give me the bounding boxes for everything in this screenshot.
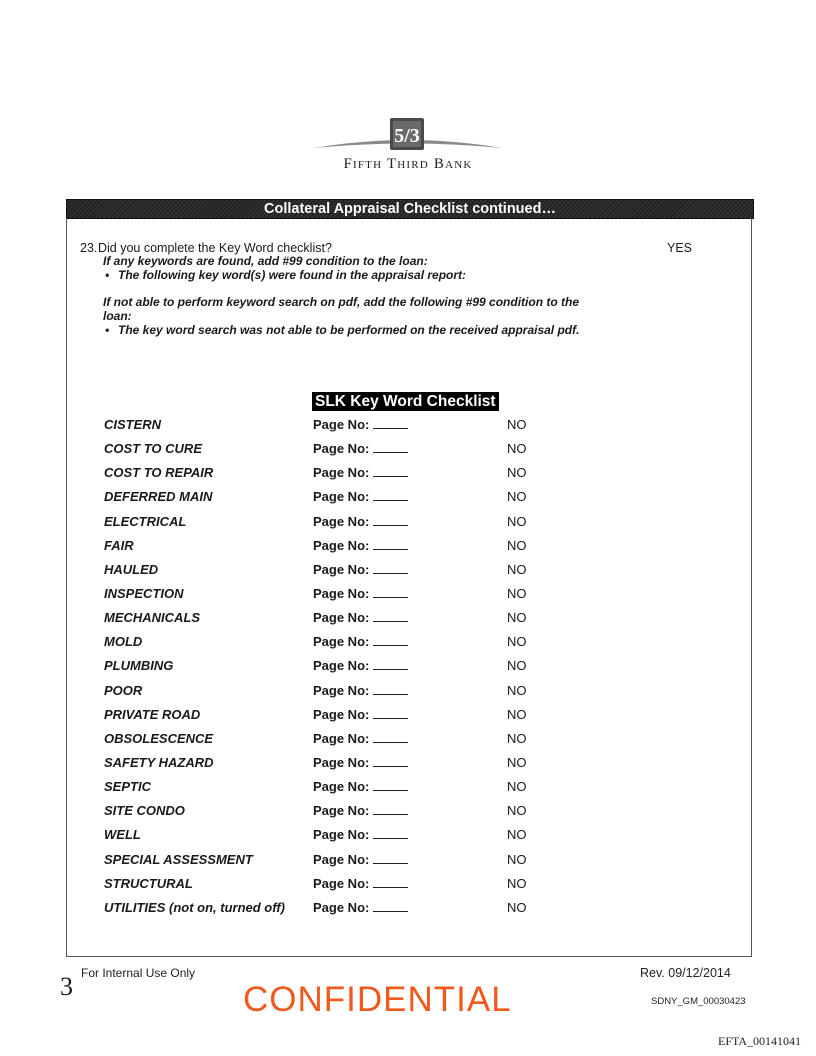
- page-blank-line: [373, 658, 408, 670]
- keyword-label: HAULED: [104, 561, 159, 577]
- page-number-field: [313, 489, 408, 505]
- page-label: Page No:: [313, 465, 370, 481]
- page-number-field: [313, 827, 408, 843]
- keyword-search-fail-condition: The key word search was not able to be performed on the received appraisal pdf.: [118, 323, 580, 337]
- page-number: 3: [60, 972, 73, 1001]
- checklist-row: [0, 465, 816, 489]
- page-blank-line: [373, 803, 408, 815]
- checklist-row: [0, 779, 816, 803]
- internal-use-label: For Internal Use Only: [81, 966, 196, 980]
- keyword-label: SAFETY HAZARD: [104, 754, 214, 770]
- page-blank-line: [373, 755, 408, 767]
- page-blank-line: [373, 465, 408, 477]
- page-label: Page No:: [313, 610, 370, 626]
- page-blank-line: [373, 779, 408, 791]
- checklist-row: [0, 634, 816, 658]
- confidential-stamp: CONFIDENTIAL: [243, 980, 512, 1019]
- frame-bottom-line: [66, 956, 752, 957]
- checklist-row: [0, 514, 816, 538]
- keyword-found-condition: The following key word(s) were found in the appraisal report:: [118, 268, 467, 282]
- keyword-answer: NO: [507, 465, 527, 481]
- keyword-answer: NO: [507, 537, 527, 553]
- keyword-answer: NO: [507, 682, 527, 698]
- page-blank-line: [373, 489, 408, 501]
- page-number-field: [313, 779, 408, 795]
- page-blank-line: [373, 514, 408, 526]
- page-number-field: [313, 876, 408, 892]
- keyword-label: POOR: [104, 682, 143, 698]
- page-number-field: [313, 707, 408, 723]
- page-number-field: [313, 852, 408, 868]
- checklist-row: [0, 586, 816, 610]
- bullet-icon: •: [105, 268, 110, 282]
- keyword-answer: NO: [507, 779, 527, 795]
- keyword-answer: NO: [507, 827, 527, 843]
- keyword-checklist-table: [0, 417, 816, 924]
- page-blank-line: [373, 610, 408, 622]
- keyword-answer: NO: [507, 634, 527, 650]
- keyword-label: PLUMBING: [104, 658, 174, 674]
- checklist-row: [0, 683, 816, 707]
- checklist-row: [0, 658, 816, 682]
- keyword-label: MECHANICALS: [104, 610, 201, 626]
- checklist-row: [0, 876, 816, 900]
- page-label: Page No:: [313, 827, 370, 843]
- keyword-label: ELECTRICAL: [104, 513, 187, 529]
- page-number-field: [313, 586, 408, 602]
- keyword-answer: NO: [507, 851, 527, 867]
- keyword-label: COST TO CURE: [104, 441, 202, 457]
- keyword-label: PRIVATE ROAD: [104, 706, 201, 722]
- keyword-answer: NO: [507, 658, 527, 674]
- checklist-row: [0, 731, 816, 755]
- page-blank-line: [373, 562, 408, 574]
- keyword-answer: NO: [507, 585, 527, 601]
- page-blank-line: [373, 683, 408, 695]
- page-label: Page No:: [313, 537, 370, 553]
- page-number-field: [313, 658, 408, 674]
- page-number-field: [313, 465, 408, 481]
- page-label: Page No:: [313, 682, 370, 698]
- page-blank-line: [373, 417, 408, 429]
- page-label: Page No:: [313, 851, 370, 867]
- page-blank-line: [373, 634, 408, 646]
- page-number-field: [313, 610, 408, 626]
- checklist-row: [0, 417, 816, 441]
- checklist-row: [0, 755, 816, 779]
- keyword-label: SEPTIC: [104, 779, 151, 795]
- keyword-label: CISTERN: [104, 417, 162, 432]
- keyword-found-instruction: If any keywords are found, add #99 condition to the loan:: [103, 254, 428, 268]
- page-number-field: [313, 538, 408, 554]
- page-blank-line: [373, 707, 408, 719]
- page-number-field: [313, 417, 408, 433]
- section-title: Collateral Appraisal Checklist continued…: [264, 201, 556, 217]
- checklist-row: [0, 562, 816, 586]
- checklist-row: [0, 803, 816, 827]
- page-blank-line: [373, 852, 408, 864]
- question-text: Did you complete the Key Word checklist?: [98, 241, 332, 255]
- page-blank-line: [373, 731, 408, 743]
- keyword-answer: NO: [507, 899, 527, 915]
- page-label: Page No:: [313, 634, 370, 650]
- keyword-label: WELL: [104, 827, 141, 843]
- section-header-bar: [66, 199, 754, 219]
- keyword-answer: NO: [507, 730, 527, 746]
- keyword-label: OBSOLESCENCE: [104, 730, 214, 746]
- page-label: Page No:: [313, 779, 370, 795]
- page-label: Page No:: [313, 875, 370, 891]
- keyword-label: SITE CONDO: [104, 803, 185, 819]
- page-label: Page No:: [313, 441, 370, 457]
- svg-text:5/3: 5/3: [394, 125, 420, 147]
- document-id: SDNY_GM_00030423: [651, 996, 746, 1007]
- page-number-field: [313, 755, 408, 771]
- page-blank-line: [373, 586, 408, 598]
- checklist-row: [0, 610, 816, 634]
- page-blank-line: [373, 876, 408, 888]
- keyword-answer: NO: [507, 561, 527, 577]
- keyword-answer: NO: [507, 610, 527, 626]
- revision-date: Rev. 09/12/2014: [640, 966, 731, 980]
- keyword-label: UTILITIES (not on, turned off): [104, 899, 286, 915]
- bank-logo: [308, 112, 508, 178]
- page-number-field: [313, 803, 408, 819]
- keyword-answer: NO: [507, 754, 527, 770]
- efta-id: EFTA_00141041: [718, 1034, 802, 1048]
- keyword-label: DEFERRED MAIN: [104, 489, 213, 505]
- page-label: Page No:: [313, 585, 370, 601]
- checklist-row: [0, 827, 816, 851]
- keyword-label: SPECIAL ASSESSMENT: [104, 851, 253, 867]
- bullet-icon: •: [105, 323, 110, 337]
- page-label: Page No:: [313, 417, 370, 432]
- keyword-label: STRUCTURAL: [104, 875, 193, 891]
- checklist-row: [0, 707, 816, 731]
- page-label: Page No:: [313, 899, 370, 915]
- checklist-row: [0, 852, 816, 876]
- keyword-answer: NO: [507, 706, 527, 722]
- page-label: Page No:: [313, 706, 370, 722]
- keyword-label: INSPECTION: [104, 585, 184, 601]
- keyword-answer: NO: [507, 489, 527, 505]
- page-label: Page No:: [313, 658, 370, 674]
- page-label: Page No:: [313, 513, 370, 529]
- keyword-answer: NO: [507, 513, 527, 529]
- checklist-row: [0, 489, 816, 513]
- logo-text: Fifth Third Bank: [343, 156, 473, 172]
- page-label: Page No:: [313, 489, 370, 505]
- page-number-field: [313, 634, 408, 650]
- page-number-field: [313, 683, 408, 699]
- keyword-label: FAIR: [104, 537, 134, 553]
- page-label: Page No:: [313, 730, 370, 746]
- page-number-field: [313, 562, 408, 578]
- keyword-label: MOLD: [104, 634, 143, 650]
- keyword-search-fail-instruction: If not able to perform keyword search on pdf, add the following #99 condition to the loan:: [103, 295, 580, 323]
- page-number-field: [313, 731, 408, 747]
- page-label: Page No:: [313, 754, 370, 770]
- checklist-row: [0, 538, 816, 562]
- keyword-answer: NO: [507, 875, 527, 891]
- page-blank-line: [373, 900, 408, 912]
- page-blank-line: [373, 827, 408, 839]
- checklist-row: [0, 441, 816, 465]
- fifth-third-logo-icon: [308, 112, 508, 156]
- page-label: Page No:: [313, 561, 370, 577]
- question-number: 23.: [80, 241, 98, 255]
- page-blank-line: [373, 441, 408, 453]
- question-answer: YES: [667, 241, 693, 255]
- keyword-answer: NO: [507, 803, 527, 819]
- keyword-answer: NO: [507, 417, 527, 432]
- page-number-field: [313, 900, 408, 916]
- keyword-answer: NO: [507, 441, 527, 457]
- page-number-field: [313, 514, 408, 530]
- checklist-row: [0, 900, 816, 924]
- page-number-field: [313, 441, 408, 457]
- page-blank-line: [373, 538, 408, 550]
- checklist-title: SLK Key Word Checklist: [312, 392, 499, 411]
- keyword-label: COST TO REPAIR: [104, 465, 214, 481]
- page-label: Page No:: [313, 803, 370, 819]
